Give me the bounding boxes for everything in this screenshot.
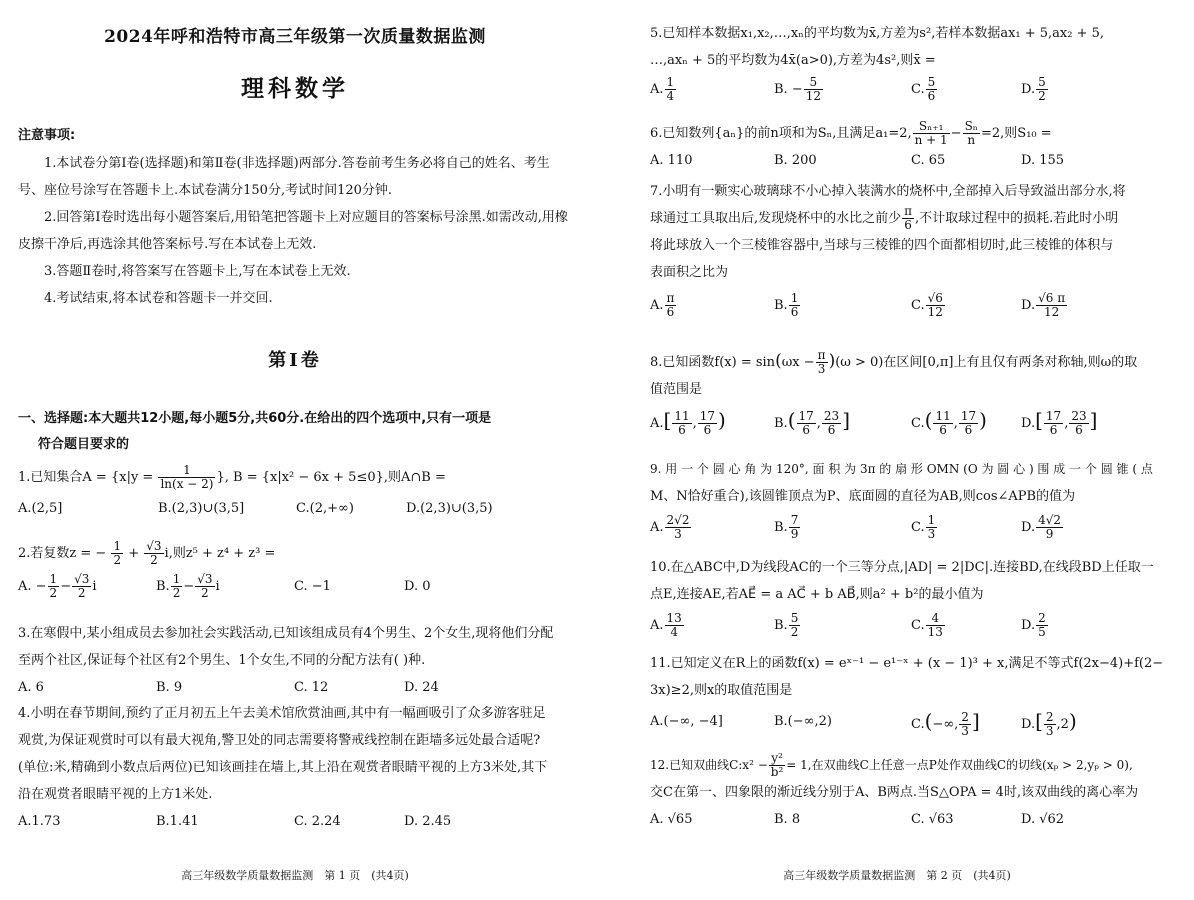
numerator: 23 bbox=[823, 409, 840, 423]
fraction bbox=[195, 573, 214, 600]
denominator: 4 bbox=[666, 89, 675, 103]
fraction bbox=[1036, 76, 1048, 103]
question-stem bbox=[650, 120, 1180, 147]
fraction bbox=[926, 292, 945, 319]
option-c: C. 12 bbox=[294, 680, 329, 695]
option-b bbox=[774, 76, 911, 103]
question-stem bbox=[650, 456, 1180, 510]
option-label: C. bbox=[911, 298, 925, 313]
denominator: 6 bbox=[678, 423, 686, 437]
option-b: B. 8 bbox=[774, 812, 801, 827]
stem-line: 表面积之比为 bbox=[650, 265, 729, 280]
denominator: 6 bbox=[666, 305, 675, 319]
question-stem: 2.若复数z = − $\frac{1}{2}$ + $\frac{√3}{2}$ i,则z⁵ + z⁴ + z³ = bbox=[18, 539, 276, 567]
question-7 bbox=[650, 178, 1180, 319]
numerator: π bbox=[666, 291, 675, 305]
numerator: 4√2 bbox=[1038, 513, 1062, 527]
stem-text: i,则z⁵ + z⁴ + z³ = bbox=[164, 546, 276, 561]
numerator: √3 bbox=[74, 572, 90, 586]
numerator: 5 bbox=[927, 75, 936, 89]
question-11 bbox=[650, 650, 1180, 738]
fraction bbox=[665, 612, 684, 639]
denominator: 12 bbox=[1043, 305, 1060, 319]
option-label: B. bbox=[774, 520, 788, 535]
denominator: 6 bbox=[904, 218, 912, 232]
page-footer: 高三年级数学质量数据监测 第 1 页 (共4页) bbox=[181, 869, 409, 882]
option-d bbox=[1021, 76, 1049, 103]
fraction bbox=[926, 612, 945, 639]
option-a: A.[ $\frac{11}{6}$ , $\frac{17}{6}$ ) bbox=[650, 408, 726, 437]
fraction bbox=[1036, 292, 1067, 319]
option-d: D. 0 bbox=[404, 579, 431, 594]
options-row bbox=[650, 514, 1180, 541]
numerator: 1 bbox=[49, 572, 58, 586]
stem-text: = 1,在双曲线C上任意一点P处作双曲线C的切线(xₚ > 2,yₚ > 0), bbox=[786, 758, 1133, 772]
question-8 bbox=[650, 348, 1180, 437]
stem-line: 5.已知样本数据x₁,x₂,…,xₙ的平均数为x̄,方差为s²,若样本数据ax₁ + 5,ax₂ + 5, bbox=[650, 26, 1105, 41]
numerator: √6 bbox=[927, 291, 943, 305]
exam-title: 2024年呼和浩特市高三年级第一次质量数据监测 bbox=[104, 27, 486, 47]
option-text: − bbox=[183, 579, 195, 594]
denominator: 3 bbox=[817, 362, 826, 376]
numerator: 5 bbox=[790, 611, 799, 625]
stem-line: 点E,连接AE,若AE⃗ = a AC⃗ + b AB⃗,则a² + b²的最小值为 bbox=[650, 587, 984, 602]
question-stem: 4.小明在春节期间,预约了正月初五上午去美术馆欣赏油画,其中有一幅画吸引了众多游客驻足观赏,为保证观赏时可以有最大视角,警卫处的同志需要将警戒线控制在距墙多远处最合适呢?(单位:米,精确到小数点后两位)已知该画挂在墙上,其上沿在观赏者眼睛平视的上方3米处,其下沿在观赏者眼睛平视的上方1米处. bbox=[18, 706, 548, 802]
stem-text: ,不计取球过程中的损耗.若此时小明 bbox=[915, 211, 1119, 226]
denominator: b² bbox=[770, 765, 784, 779]
option-d: D. √62 bbox=[1021, 812, 1065, 827]
option-label: A. bbox=[650, 520, 664, 535]
stem-line bbox=[650, 348, 1180, 376]
numerator: √6 π bbox=[1038, 291, 1066, 305]
numerator: 2 bbox=[961, 710, 969, 724]
denominator: 2 bbox=[77, 586, 86, 600]
notice-item: 2.回答第Ⅰ卷时选出每小题答案后,用铅笔把答题卡上对应题目的答案标号涂黑.如需改动,用橡皮擦干净后,再选涂其他答案标号.写在本试卷上无效. bbox=[18, 210, 568, 252]
option-label: A. bbox=[650, 416, 664, 431]
numerator: π bbox=[904, 204, 913, 218]
fraction bbox=[822, 410, 841, 437]
denominator: 3 bbox=[927, 527, 936, 541]
bracket: ( bbox=[787, 408, 796, 432]
question-3 bbox=[18, 620, 554, 701]
option-label: D. bbox=[1021, 717, 1036, 732]
option-d bbox=[1021, 708, 1077, 738]
volume-heading: 第Ⅰ卷 bbox=[268, 350, 322, 371]
option-c: C. 2.24 bbox=[294, 814, 341, 829]
denominator: 6 bbox=[827, 423, 836, 437]
stem-text: 6.已知数列{aₙ}的前n项和为Sₙ,且满足a₁=2, bbox=[650, 126, 912, 141]
fraction bbox=[902, 205, 914, 232]
fraction bbox=[1036, 612, 1048, 639]
denominator: 13 bbox=[927, 625, 943, 639]
option-label: B. bbox=[774, 416, 788, 431]
denominator: 6 bbox=[964, 423, 973, 437]
fraction bbox=[1036, 514, 1063, 541]
options-row bbox=[650, 806, 1180, 833]
option-a bbox=[650, 514, 774, 541]
option-d: D. 155 bbox=[1021, 153, 1065, 168]
numerator: 1 bbox=[172, 572, 181, 586]
bracket: ) bbox=[718, 408, 726, 432]
stem-text: 2.若复数z = − bbox=[18, 546, 107, 561]
denominator: 6 bbox=[927, 89, 936, 103]
numerator: 1 bbox=[790, 291, 799, 305]
numerator: y² bbox=[769, 752, 786, 766]
numerator: 1 bbox=[927, 513, 936, 527]
stem-text: − bbox=[950, 126, 962, 141]
option-d bbox=[1021, 292, 1068, 319]
stem-line bbox=[650, 205, 1180, 232]
numerator: 1 bbox=[666, 75, 675, 89]
denominator: 3 bbox=[1045, 724, 1054, 738]
fraction bbox=[158, 464, 215, 491]
question-5 bbox=[650, 20, 1180, 103]
option-a bbox=[650, 612, 774, 639]
stem-line: …,axₙ + 5的平均数为4x̄(a>0),方差为4s²,则x̄ = bbox=[650, 53, 936, 68]
numerator: 7 bbox=[790, 513, 799, 527]
bracket: [ bbox=[1035, 408, 1043, 432]
denominator: 2 bbox=[790, 625, 799, 639]
fraction bbox=[1044, 711, 1056, 738]
fraction bbox=[665, 514, 692, 541]
stem-text: }, B = {x|x² − 6x + 5≤0},则A∩B = bbox=[216, 470, 446, 485]
option-label: D. bbox=[1021, 618, 1036, 633]
numerator: 23 bbox=[1071, 409, 1087, 423]
option-a: A. − $\frac{1}{2}$ − $\frac{√3}{2}$ i bbox=[18, 572, 97, 600]
bracket: ) bbox=[1068, 709, 1077, 733]
option-text: ,2 bbox=[1056, 717, 1069, 732]
stem-line: M、N恰好重合),该圆锥顶点为P、底面圆的直径为AB,则cos∠APB的值为 bbox=[650, 489, 1076, 504]
exam-page-1 bbox=[0, 0, 590, 900]
bracket: ( bbox=[924, 709, 933, 733]
option-c bbox=[911, 76, 1021, 103]
option-b bbox=[774, 292, 911, 319]
stem-line bbox=[650, 752, 1180, 779]
denominator: 2 bbox=[113, 553, 122, 567]
notice-item: 3.答题Ⅱ卷时,将答案写在答题卡上,写在本试卷上无效. bbox=[44, 264, 351, 279]
bracket: [ bbox=[663, 408, 672, 432]
numerator: 2 bbox=[1045, 710, 1054, 724]
denominator: 2 bbox=[150, 553, 158, 567]
option-a bbox=[650, 76, 774, 103]
option-a: A. √65 bbox=[650, 812, 693, 827]
stem-line: 10.在△ABC中,D为线段AC的一个三等分点,|AD| = 2|DC|.连接BD,在线段BD上任取一 bbox=[650, 560, 1154, 575]
option-label: B. bbox=[774, 618, 788, 633]
section-line-1: 一、选择题:本大题共12小题,每小题5分,共60分.在给出的四个选项中,只有一项是 bbox=[18, 411, 492, 426]
denominator: 6 bbox=[802, 423, 810, 437]
option-c: C.( $\frac{11}{6}$ , $\frac{17}{6}$ ) bbox=[911, 408, 987, 437]
stem-line: 11.已知定义在R上的函数f(x) = eˣ⁻¹ − e¹⁻ˣ + (x − 1)³ + x,满足不等式f(2x−4)+f(2− bbox=[650, 656, 1164, 671]
fraction bbox=[804, 76, 823, 103]
option-d: D. 24 bbox=[404, 680, 439, 695]
denominator: 5 bbox=[1038, 625, 1046, 639]
option-d: D.(2,3)∪(3,5) bbox=[406, 501, 493, 516]
notice-item: 1.本试卷分第Ⅰ卷(选择题)和第Ⅱ卷(非选择题)两部分.答卷前考生务必将自己的姓名、考生号、座位号涂写在答题卡上.本试卷满分150分,考试时间120分钟. bbox=[18, 156, 550, 198]
option-label: A. bbox=[650, 298, 664, 313]
options-row bbox=[650, 407, 1180, 437]
option-c: C. −1 bbox=[294, 579, 331, 594]
option-label: A. bbox=[650, 82, 664, 97]
stem-line: 7.小明有一颗实心玻璃球不小心掉入装满水的烧杯中,全部掉入后导致溢出部分水,将 bbox=[650, 184, 1126, 199]
denominator: 3 bbox=[961, 724, 969, 738]
option-label: B. − bbox=[774, 82, 803, 97]
stem-line: 3x)≥2,则x的取值范围是 bbox=[650, 683, 793, 698]
question-stem bbox=[18, 462, 578, 491]
denominator: n + 1 bbox=[914, 133, 948, 147]
question-2 bbox=[18, 540, 578, 600]
bracket: [ bbox=[1035, 709, 1043, 733]
stem-line: 9. 用 一 个 圆 心 角 为 120°, 面 积 为 3π 的 扇 形 OMN (O 为 圆 心 ) 围 成 一 个 圆 锥 ( 点 bbox=[650, 462, 1153, 476]
fraction bbox=[1069, 410, 1088, 437]
question-stem bbox=[650, 650, 1180, 704]
numerator: 5 bbox=[1038, 75, 1046, 89]
options-row bbox=[650, 292, 1180, 319]
stem-text: ωx − bbox=[781, 355, 815, 370]
question-stem bbox=[650, 20, 1180, 74]
option-label: D. bbox=[1021, 520, 1036, 535]
option-b: B. 9 bbox=[156, 680, 183, 695]
option-d bbox=[1021, 612, 1049, 639]
option-a: A. 6 bbox=[18, 680, 44, 695]
denominator: 9 bbox=[1045, 527, 1054, 541]
notice-heading: 注意事项: bbox=[18, 128, 76, 143]
option-text: −∞, bbox=[932, 717, 959, 732]
numerator: 11 bbox=[935, 409, 951, 423]
fraction bbox=[933, 410, 952, 437]
option-a bbox=[650, 292, 774, 319]
denominator: 2 bbox=[201, 586, 209, 600]
denominator: 4 bbox=[670, 625, 678, 639]
option-b: B.1.41 bbox=[156, 814, 199, 829]
page-footer: 高三年级数学质量数据监测 第 2 页 (共4页) bbox=[783, 869, 1011, 882]
denominator: 3 bbox=[674, 527, 682, 541]
option-label: A. bbox=[650, 618, 664, 633]
stem-text: =2,则S₁₀ = bbox=[981, 126, 1052, 141]
option-d: D. 2.45 bbox=[404, 814, 452, 829]
bracket: ( bbox=[924, 408, 933, 432]
option-label: C. bbox=[911, 416, 925, 431]
option-b: B. $\frac{1}{2}$ − $\frac{√3}{2}$ i bbox=[156, 572, 220, 600]
option-label: C. bbox=[911, 520, 925, 535]
stem-text: 8.已知函数f(x) = sin bbox=[650, 355, 776, 370]
stem-text: {x|y = bbox=[110, 470, 154, 485]
option-c: C. 65 bbox=[911, 153, 946, 168]
question-stem bbox=[650, 348, 1180, 403]
fraction bbox=[816, 349, 828, 376]
denominator: 6 bbox=[939, 423, 947, 437]
stem-text: (ω > 0)在区间[0,π]上有且仅有两条对称轴,则ω的取 bbox=[835, 355, 1138, 370]
option-label: D. bbox=[1021, 82, 1036, 97]
option-b: B.(2,3)∪(3,5] bbox=[158, 501, 245, 516]
numerator: 17 bbox=[699, 409, 716, 423]
question-stem bbox=[650, 554, 1180, 608]
options-row bbox=[18, 674, 554, 701]
options-row bbox=[650, 612, 1180, 639]
section-heading bbox=[18, 406, 578, 458]
fraction bbox=[797, 410, 816, 437]
question-stem: 3.在寒假中,某小组成员去参加社会实践活动,已知该组成员有4个男生、2个女生,现将他们分配至两个社区,保证每个社区有2个男生、1个女生,不同的分配方法有( )种. bbox=[18, 626, 554, 668]
fraction bbox=[789, 612, 801, 639]
option-b: B. 200 bbox=[774, 153, 817, 168]
fraction bbox=[672, 410, 691, 437]
option-label: D. bbox=[1021, 416, 1036, 431]
option-a: A.1.73 bbox=[18, 814, 61, 829]
fraction bbox=[665, 76, 677, 103]
option-text: − bbox=[60, 579, 72, 594]
question-10 bbox=[650, 554, 1180, 639]
denominator: 2 bbox=[49, 586, 58, 600]
stem-line: 交C在第一、四象限的渐近线分别于A、B两点.当S△OPA = 4时,该双曲线的离心率为 bbox=[650, 785, 1139, 800]
numerator: 11 bbox=[674, 409, 690, 423]
stem-line: 值范围是 bbox=[650, 382, 703, 397]
section-line-2: 符合题目要求的 bbox=[38, 437, 130, 452]
options-row bbox=[18, 573, 578, 600]
option-c: C.(2,+∞) bbox=[296, 501, 354, 516]
fraction bbox=[698, 410, 717, 437]
question-stem bbox=[650, 178, 1180, 286]
fraction bbox=[171, 573, 183, 600]
fraction bbox=[789, 514, 801, 541]
option-label: B. bbox=[156, 579, 170, 594]
options-row bbox=[18, 495, 578, 522]
exam-page-2 bbox=[600, 0, 1194, 900]
option-b: B.(−∞,2) bbox=[774, 714, 832, 729]
fraction bbox=[144, 540, 163, 567]
option-c bbox=[911, 292, 1021, 319]
numerator: Sₙ bbox=[964, 119, 978, 133]
bracket: ) bbox=[979, 408, 987, 432]
option-d bbox=[1021, 514, 1064, 541]
fraction bbox=[963, 120, 980, 147]
notice-item: 4.考试结束,将本试卷和答题卡一并交回. bbox=[44, 291, 273, 306]
bracket: ] bbox=[971, 709, 980, 733]
denominator: n bbox=[967, 133, 976, 147]
denominator: 6 bbox=[1049, 423, 1058, 437]
option-c: C. √63 bbox=[911, 812, 954, 827]
option-a: A.(2,5] bbox=[18, 501, 63, 516]
options-row bbox=[650, 708, 1180, 738]
options-row bbox=[18, 808, 554, 835]
option-label: C. bbox=[911, 717, 925, 732]
option-a: A. 110 bbox=[650, 153, 693, 168]
fraction bbox=[926, 514, 938, 541]
fraction bbox=[769, 752, 786, 779]
numerator: √3 bbox=[197, 572, 213, 586]
stem-text: 球通过工具取出后,发现烧杯中的水比之前少 bbox=[650, 211, 902, 226]
numerator: 17 bbox=[960, 409, 977, 423]
denominator: ln(x − 2) bbox=[160, 477, 214, 491]
paren: ( bbox=[775, 351, 782, 371]
options-row bbox=[650, 76, 1180, 103]
question-12 bbox=[650, 752, 1180, 833]
fraction bbox=[1044, 410, 1063, 437]
fraction bbox=[959, 410, 978, 437]
fraction bbox=[665, 292, 677, 319]
fraction bbox=[72, 573, 91, 600]
option-b bbox=[774, 612, 911, 639]
fraction bbox=[48, 573, 60, 600]
numerator: 2√2 bbox=[666, 513, 690, 527]
paren: ) bbox=[828, 351, 836, 371]
numerator: 13 bbox=[666, 611, 682, 625]
option-c bbox=[911, 708, 1021, 738]
stem-line: 将此球放入一个三棱锥容器中,当球与三棱锥的四个面都相切时,此三棱锥的体积与 bbox=[650, 238, 1114, 253]
option-label: D. bbox=[1021, 298, 1036, 313]
option-c bbox=[911, 514, 1021, 541]
numerator: 4 bbox=[926, 612, 945, 626]
option-a: A.(−∞, −4] bbox=[650, 714, 723, 729]
fraction bbox=[959, 711, 971, 738]
numerator: 2 bbox=[1038, 611, 1046, 625]
question-9 bbox=[650, 456, 1180, 541]
fraction bbox=[111, 540, 123, 567]
notice-list bbox=[18, 150, 568, 312]
bracket: ] bbox=[1089, 408, 1098, 432]
numerator: 17 bbox=[1045, 409, 1062, 423]
numerator: 1 bbox=[113, 539, 122, 553]
denominator: 6 bbox=[703, 423, 712, 437]
numerator: Sₙ₊₁ bbox=[913, 120, 950, 134]
option-b bbox=[774, 514, 911, 541]
denominator: 9 bbox=[790, 527, 799, 541]
options-row bbox=[650, 147, 1180, 174]
numerator: √3 bbox=[146, 539, 162, 553]
denominator: 12 bbox=[927, 305, 943, 319]
stem-text: 12.已知双曲线C:x² − bbox=[650, 758, 768, 772]
numerator: 1 bbox=[158, 464, 215, 478]
question-1 bbox=[18, 462, 578, 522]
numerator: π bbox=[817, 348, 826, 362]
question-4 bbox=[18, 700, 554, 835]
fraction bbox=[789, 292, 801, 319]
option-c bbox=[911, 612, 1021, 639]
option-b: B.( $\frac{17}{6}$ , $\frac{23}{6}$ ] bbox=[774, 408, 851, 437]
numerator: 5 bbox=[804, 76, 823, 90]
bracket: ] bbox=[842, 408, 851, 432]
stem-text: 1.已知集合A = bbox=[18, 470, 107, 485]
option-label: A. − bbox=[18, 579, 47, 594]
subject-title: 理科数学 bbox=[241, 75, 349, 102]
denominator: 2 bbox=[172, 586, 181, 600]
option-label: C. bbox=[911, 82, 925, 97]
option-label: C. bbox=[911, 618, 925, 633]
option-label: B. bbox=[774, 298, 788, 313]
denominator: 6 bbox=[1075, 423, 1083, 437]
fraction bbox=[926, 76, 938, 103]
option-d: D.[ $\frac{17}{6}$ , $\frac{23}{6}$ ] bbox=[1021, 408, 1098, 437]
denominator: 12 bbox=[805, 89, 821, 103]
denominator: 2 bbox=[1038, 89, 1046, 103]
question-stem bbox=[650, 752, 1180, 806]
denominator: 6 bbox=[790, 305, 799, 319]
numerator: 17 bbox=[798, 409, 814, 423]
question-6 bbox=[650, 120, 1180, 174]
fraction bbox=[913, 120, 950, 147]
